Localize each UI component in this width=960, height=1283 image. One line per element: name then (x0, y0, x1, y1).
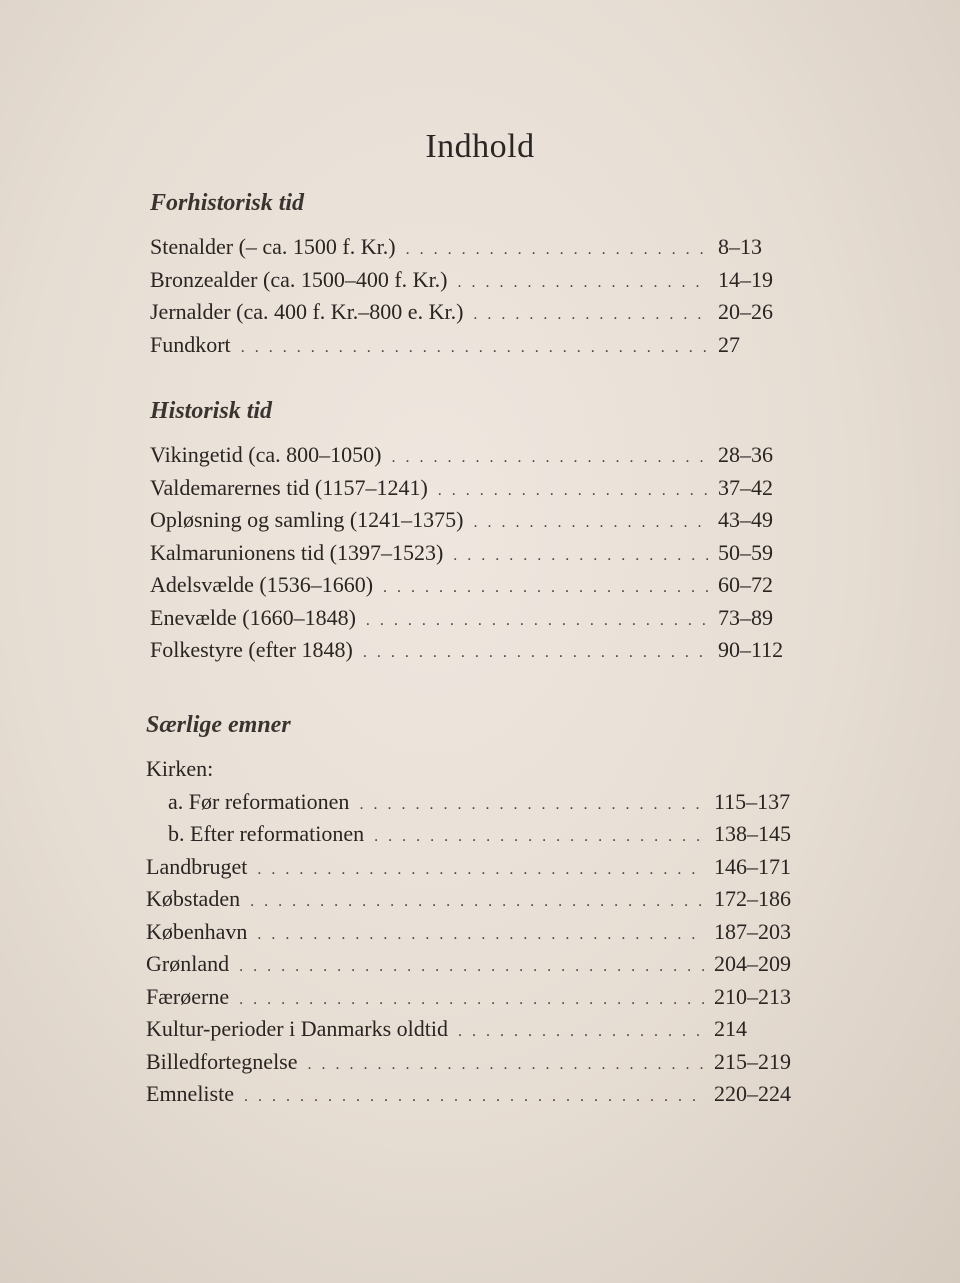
entry-pages: 27 (718, 331, 740, 357)
toc-entry (150, 602, 810, 635)
section-saerlige (146, 712, 806, 1111)
section-forhistorisk (150, 190, 810, 361)
section-title: Særlige emner (146, 712, 291, 738)
toc-entry (150, 329, 810, 362)
toc-entry (150, 296, 810, 329)
toc-entry (150, 504, 810, 537)
toc-entry (146, 981, 806, 1014)
dot-leader (438, 475, 708, 508)
entry-pages: 60–72 (718, 572, 773, 597)
dot-leader (453, 540, 708, 573)
entry-label: Færøerne (146, 983, 230, 1009)
toc-entry (146, 1046, 806, 1079)
dot-leader (383, 572, 708, 605)
section-title: Forhistorisk tid (150, 190, 305, 216)
entry-label: Jernalder (ca. 400 f. Kr.–800 e. Kr.) (150, 299, 464, 324)
dot-leader (244, 1081, 704, 1114)
toc-entry (146, 1078, 806, 1111)
dot-leader (458, 267, 708, 300)
entry-pages: 90–112 (718, 637, 784, 662)
entry-pages: 210–213 (714, 983, 791, 1009)
dot-leader (257, 854, 704, 887)
dot-leader (473, 299, 708, 332)
subhead-kirken: Kirken: (146, 756, 214, 781)
toc-entry (150, 537, 810, 570)
dot-leader (406, 234, 708, 267)
dot-leader (363, 637, 708, 670)
entry-label: Emneliste (146, 1081, 234, 1106)
dot-leader (241, 332, 708, 365)
entry-label: Købstaden (146, 886, 241, 911)
entry-pages: 73–89 (718, 604, 773, 630)
dot-leader (374, 821, 704, 854)
dot-leader (257, 919, 704, 952)
entry-pages: 28–36 (718, 442, 773, 467)
dot-leader (458, 1016, 704, 1049)
entry-label: København (146, 918, 248, 944)
toc-entry (150, 439, 810, 472)
entry-pages: 146–171 (714, 853, 791, 879)
entry-label: Vikingetid (ca. 800–1050) (150, 442, 382, 467)
entry-label: Adelsvælde (1536–1660) (150, 572, 374, 597)
page-title: Indhold (425, 128, 535, 165)
dot-leader (250, 886, 704, 919)
entry-label: b. Efter reformationen (168, 821, 365, 846)
entry-label: Billedfortegnelse (146, 1048, 298, 1074)
dot-leader (239, 951, 704, 984)
entry-pages: 14–19 (718, 266, 773, 292)
entry-pages: 50–59 (718, 539, 773, 565)
dot-leader (308, 1049, 704, 1082)
entry-pages: 37–42 (718, 474, 773, 500)
dot-leader (366, 605, 708, 638)
entry-pages: 8–13 (718, 234, 762, 259)
dot-leader (474, 507, 709, 540)
entry-label: a. Før reformationen (168, 788, 350, 814)
entry-label: Folkestyre (efter 1848) (150, 637, 353, 662)
entry-label: Kultur-perioder i Danmarks oldtid (146, 1016, 448, 1041)
entry-label: Landbruget (146, 853, 248, 879)
toc-entry (146, 883, 806, 916)
toc-entry (146, 948, 806, 981)
entry-pages: 115–137 (714, 788, 791, 814)
entry-pages: 138–145 (714, 821, 791, 846)
toc-entry (150, 634, 810, 667)
section-historisk (150, 398, 810, 667)
entry-pages: 204–209 (714, 951, 791, 976)
dot-leader (391, 442, 708, 475)
entry-pages: 172–186 (714, 886, 791, 911)
entry-pages: 43–49 (718, 507, 773, 532)
entry-pages: 20–26 (718, 299, 773, 324)
toc-entry (150, 472, 810, 505)
toc-entry (146, 916, 806, 949)
section-title: Historisk tid (150, 398, 273, 424)
entry-label: Kalmarunionens tid (1397–1523) (150, 539, 444, 565)
dot-leader (239, 984, 704, 1017)
entry-pages: 214 (714, 1016, 747, 1041)
entry-pages: 215–219 (714, 1048, 791, 1074)
entry-label: Fundkort (150, 331, 231, 357)
toc-entry (146, 818, 806, 851)
entry-label: Stenalder (– ca. 1500 f. Kr.) (150, 234, 396, 259)
entry-label: Bronzealder (ca. 1500–400 f. Kr.) (150, 266, 448, 292)
toc-entry (150, 231, 810, 264)
toc-entry (146, 851, 806, 884)
dot-leader (359, 789, 704, 822)
entry-label: Opløsning og samling (1241–1375) (150, 507, 464, 532)
toc-entry (150, 569, 810, 602)
entry-pages: 187–203 (714, 918, 791, 944)
entry-label: Enevælde (1660–1848) (150, 604, 356, 630)
toc-entry (150, 264, 810, 297)
entry-label: Grønland (146, 951, 230, 976)
entry-label: Valdemarernes tid (1157–1241) (150, 474, 428, 500)
toc-entry (146, 786, 806, 819)
toc-entry (146, 1013, 806, 1046)
entry-pages: 220–224 (714, 1081, 791, 1106)
